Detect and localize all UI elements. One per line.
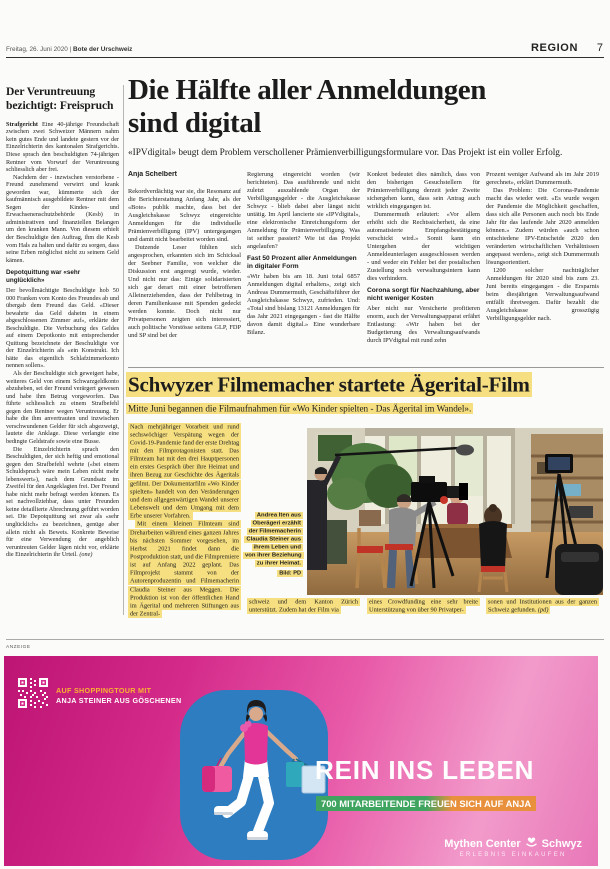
ad-caption-line-2: ANJA STEINER AUS GÖSCHENEN xyxy=(56,695,182,705)
paragraph: Rekordverdächtig war sie, die Resonanz auf die Berichterstattung Anfang Jahr, als der «Bote» publik machte, dass bei der Ausgleichskasse Schwyz eingereichte Anmeldungen für die individuelle Prämienverbilligung (IPV) untergegangen und damit nicht bearbeitet worden sind. xyxy=(128,188,241,243)
highlighted-text: Nach mehrjähriger Vorarbeit und rund sechswöchiger Verspätung wegen der Covid-19-Pandemie fand der erste Drehtag mit den Filmprotagonisten statt. Das Filmteam hat mit den drei Hauptpersonen ein erstes Gespräch über ihre Heimat und ihren Bezug zur Geschichte des Ägeritals gefilmt. Der Dokumentarfilm «Wo Kinder spielten» handelt von den Veränderungen und dem allgegenwärtigen Wandel unserer Lebenswelt und dem Umgang mit dem Erbe unserer Vorfahren. xyxy=(130,423,240,520)
crosshead: Fast 50 Prozent aller Anmeldungen in digitaler Form xyxy=(247,255,357,270)
paragraph: Dummermuth erläutert: «Vor allem erhöht sich die Rechtssicherheit, da eine automatisierte Empfangsbestätigung verschickt wird.» Somit kann ein Untergehen der wichtigen Anmeldeunterlagen ausgeschlossen werden - und weder ein Fehler bei der postalischen Zustellung noch verwaltungsintern kann dies verhindern. xyxy=(367,211,480,282)
highlighted-text: schweiz und dem Kanton Zürich unterstützt. Zudem hat der Film via xyxy=(249,598,358,614)
section-divider xyxy=(128,367,604,368)
highlighted-title-text: Schwyzer Filmemacher startete Ägerital-Film xyxy=(128,372,530,396)
paragraph: Prozent weniger Aufwand als im Jahr 2019 gerechnet», erklärt Dummermuth. xyxy=(486,171,599,186)
headline-line: Die Hälfte aller Anmeldungen xyxy=(128,74,486,106)
film-set-photo xyxy=(307,428,603,595)
advertisement xyxy=(4,656,598,866)
caption-text: Andrea Iten aus Oberägeri erzählt der Filmemacherin Claudia Steiner aus ihrem Leben und von ihrer Beziehung zu ihrer Heimat. xyxy=(245,512,302,567)
paragraph-text: Eine 40-jährige Freundschaft zwischen zwei Schweizer Männern nahm kein gutes Ende und landete gestern vor der Einzelrichterin des kantonalen Strafgerichts. Diese sprach den beschuldigten 74-jährigen Rentner vom Vorwurf der Veruntreuung schliesslich aber frei. xyxy=(6,120,119,174)
paragraph xyxy=(128,521,241,619)
main-article-column-3 xyxy=(367,171,480,365)
film-article-subtitle xyxy=(126,403,604,413)
film-article-column-1 xyxy=(128,423,241,628)
film-set-illustration xyxy=(307,428,603,595)
main-article-column-1 xyxy=(128,171,241,365)
headline-line: sind digital xyxy=(128,107,262,139)
paragraph xyxy=(6,446,119,559)
left-article-title: Der Veruntreuung bezichtigt: Freispruch xyxy=(6,85,114,112)
crosshead: Corona sorgt für Nachzahlung, aber nicht weniger Kosten xyxy=(367,287,480,302)
paragraph: Der bevollmächtigte Beschuldigte hob 50 000 Franken vom Konto des Freundes ab und übergab dem Freund das Geld. «Dieser bewahrte das Geld daheim in einem abgeschlossenen Zimmer auf», erklärte der Beschuldigte. Die Verbuchung des Geldes auf einem Depotkonto mit entsprechender Quittung bezeichnete der Beschuldigte vor der Einzelrichterin als «ein Konstrukt. Ich hätte das eigentlich Schlafzimmerkonto nennen sollen». xyxy=(6,287,119,370)
paragraph: Das Problem: Die Corona-Pandemie macht das wieder wett. «Es wurde wegen der Pandemie die Möglichkeit geschaffen, dass sich alle Personen auch noch bis Ende Jahr für das laufende Jahr 2020 anmelden können.» Zudem würden «auch schon entschiedene IPV-Entscheide 2020 den veränderten wirtschaftlichen Verhältnissen angepasst werden», zeigt sich Dummermuth lösungsorientiert. xyxy=(486,187,599,266)
film-article-continuation-3 xyxy=(367,598,480,620)
main-article-column-4 xyxy=(486,171,599,365)
paragraph-text: Die Einzelrichterin sprach den Beschuldigten, der sich heftig und emotional gegen den Strafbefehl wehrte («bei einem Schuldspruch wäre mein Leben nicht mehr lebenswert»), nach dem Grundsatz im Zweifel für den Angeklagten frei. Der Freund habe nicht mehr befragt werden können. Es sei nachvollziehbar, dass unter Freunden keine detaillierte Abrechnung geführt worden sei. Die Depotquittung sei zwar als «sehr unglücklich» zu bezeichnen, genüge aber allein nicht als Beweis. Konkrete Beweise für eine Verwendung der angeblich veruntreuten Gelder lägen nicht vor, erklärte die Einzelrichterin ihr Urteil. xyxy=(6,445,119,559)
film-article-continuation-4 xyxy=(486,598,599,620)
paragraph: Nachdem der - inzwischen verstorbene - Freund zunehmend verwirrt und krank geworden war, kümmerte sich der kaufmännisch ausgebildete Rentner mit dem Segen der Kindes- und Erwachsenenschutzbehörde (Kesb) in administrativen und finanziellen Belangen um den kranken Mann. Von diesem erhielt der Beschuldigte den Auftrag, ihm die Kesb vom Hals zu halten und dafür zu sorgen, dass seine Erben möglichst nicht zu seinem Geld kämen. xyxy=(6,173,119,264)
qr-code-icon xyxy=(18,678,48,708)
photo-caption xyxy=(243,511,303,578)
highlighted-subtitle-text: Mitte Juni begannen die Filmaufnahmen für «Wo Kinder spielten - Das Ägerital im Wandel». xyxy=(128,403,472,413)
paragraph: Regierung eingereicht worden (wir berichteten). Das ausführende und nicht zuletzt auszahlende Organ der Verbilligungsgelder - die Ausgleichskasse Schwyz - blieb dabei aber längst nicht untätig. Im April lancierte sie «IPVdigital», eine elektronische Einreichungsform der Anmeldung für Prämienverbilligung. Was ist seither passiert? Wie ist das Projekt angelaufen? xyxy=(247,171,360,250)
ad-headline: REIN INS LEBEN xyxy=(315,755,535,785)
photo-credit xyxy=(243,570,303,578)
paragraph: Konkret bedeutet dies nämlich, dass von den bisherigen Gesuchstellern für Prämienverbilligung derzeit jeder Zweite sichergehen kann, dass sein Antrag auch wirklich eingegangen ist. xyxy=(367,171,480,210)
date-text: Freitag, 26. Juni 2020 | xyxy=(6,46,72,53)
main-article-column-2 xyxy=(247,171,360,365)
publication-name: Bote der Urschweiz xyxy=(73,46,133,53)
main-subtitle: «IPVdigital» beugt dem Problem verschollener Prämienverbilligungsformulare vor. Das Projekt ist ein voller Erfolg. xyxy=(128,148,563,158)
film-article-continuation-2 xyxy=(247,598,360,620)
main-article-header xyxy=(128,74,604,158)
paragraph xyxy=(6,121,119,174)
crosshead: Depotquittung war «sehr unglücklich» xyxy=(6,269,81,284)
paragraph: Als der Beschuldigte sich geweigert habe, weiteres Geld von einem Schwarzgeldkonto abzuheben, sei der Freund verärgert gewesen und habe ihm Betrug vorgeworfen. Das führte schliesslich zu einem Strafbefehl gegen den Rentner wegen Veruntreuung. Er habe die ihm anvertrauten und inzwischen verschwundenen Gelder für sich abgezweigt, lautete die Anklage. Diese verlangte eine bedingte Geldstrafe sowie eine Busse. xyxy=(6,370,119,445)
ad-logo xyxy=(444,834,582,858)
ad-subline-text: 700 MITARBEITENDE FREUEN SICH AUF ANJA xyxy=(316,796,536,811)
page-number: 7 xyxy=(596,42,603,54)
paragraph: Dutzende Leser fühlten sich angesprochen, erkannten sich im Schicksal der Seebner Familie, von welcher die Diskussion erst angeregt wurde, wieder. Und nicht nur das: Einige solidarisierten sich gar derart mit einer betroffenen Alleinerziehenden, dass der Fehlbetrag in deren Familienkasse mit Spenden gedeckt werden konnte. Doch nicht nur Privatpersonen zeigten sich interessiert, auch politische Vorstösse seitens GLP, FDP und SP sind bei der xyxy=(128,244,241,339)
byline: Anja Schelbert xyxy=(128,171,178,178)
author-signature: (pd) xyxy=(537,606,549,614)
page-header xyxy=(6,40,604,58)
paragraph: «Wir haben bis am 18. Juni total 6857 Anmeldungen digital erhalten», zeigt sich Andreas Dummermuth, Geschäftsführer der Ausgleichskasse Schwyz, zufrieden. Und: «Total sind bislang 13121 Anmeldungen für das Jahr 2021 eingegangen - fast die Hälfte davon damit digital.» Eine wunderbare Bilanz. xyxy=(247,273,360,337)
author-signature: (one) xyxy=(79,551,93,559)
left-article xyxy=(6,85,119,617)
paragraph: Aber nicht nur Versicherte profitieren enorm, auch der Verwaltungsapparat erfährt Entlastung: «Wir haben bei der Budgetierung des Verwaltungsaufwands durch IPVdigital mit rund zehn xyxy=(367,305,480,345)
anzeige-label: ANZEIGE xyxy=(6,645,31,650)
logo-text-right: Schwyz xyxy=(541,838,582,850)
logo-tagline: ERLEBNIS EINKAUFEN xyxy=(459,852,567,858)
highlighted-text: Mit einem kleinen Filmteam sind Dreharbeiten während eines ganzen Jahres bis nächsten Sommer vorgesehen, im Herbst 2021 findet dann die Postproduktion statt, und die Filmpremiere ist auf Anfang 2022 geplant. Das Filmprojekt stammt von der Autorenproduzentin und Filmemacherin Claudia Steiner aus Meggen. Die Produktion ist von der öffentlichen Hand im Ägerital und mehreren Stiftungen aus der Zentral- xyxy=(130,520,240,618)
column-divider xyxy=(123,85,124,615)
date-line xyxy=(6,46,132,53)
section-label: REGION xyxy=(531,42,578,54)
highlighted-text: eines Crowdfunding eine sehr breite Unterstützung von über 90 Privatper- xyxy=(369,598,478,614)
kicker: Strafgericht xyxy=(6,120,38,128)
bottom-divider xyxy=(6,639,604,640)
highlighted-text: sonen und Institutionen aus der ganzen Schweiz gefunden. xyxy=(488,598,597,614)
film-article-title xyxy=(126,372,604,397)
paragraph: 1200 solcher nachträglicher Anmeldungen für 2020 sind bis zum 23. Juni bereits eingegangen - die Ersparnis beim diesjährigen Verwaltungsaufwand entfällt ihretwegen. Dafür bezahlt die Ausgleichskasse grosszügig Verbilligungsgelder nach. xyxy=(486,267,599,322)
logo-text-left: Mythen Center xyxy=(444,838,521,850)
paragraph xyxy=(128,423,241,521)
ad-subline xyxy=(316,794,536,812)
heart-icon xyxy=(524,834,539,849)
ad-qr-caption xyxy=(56,686,181,705)
credit-text: Bild: PD xyxy=(279,570,301,577)
ad-caption-line-1: AUF SHOPPINGTOUR MIT xyxy=(56,686,152,695)
main-headline xyxy=(128,74,604,140)
